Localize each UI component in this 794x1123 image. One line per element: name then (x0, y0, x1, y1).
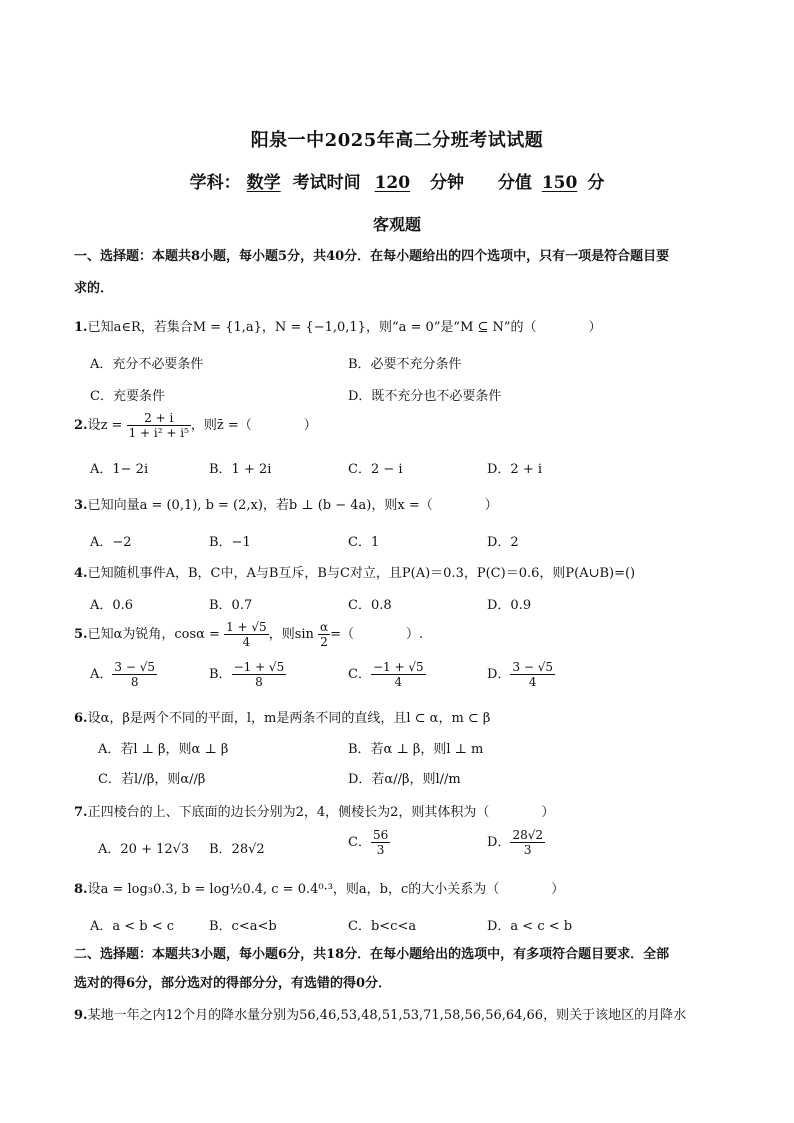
q5-option-a (90, 660, 157, 689)
question-2 (74, 411, 317, 440)
question-5 (74, 620, 423, 649)
numerator: −1 + √5 (233, 660, 285, 674)
q5-option-b (209, 660, 286, 689)
q2-option-a: A．1− 2i (90, 462, 149, 477)
exam-title: 阳泉一中2025年高二分班考试试题 (250, 130, 544, 151)
q8-option-c: C．b<c<a (348, 919, 417, 934)
option-label: D． (487, 835, 511, 850)
time-unit: 分钟 (430, 173, 464, 193)
fraction (112, 660, 157, 689)
score-label: 分值 (497, 173, 532, 193)
q6-option-d: D．若α//β，则l//m (348, 772, 461, 787)
denominator: 2 (320, 635, 328, 649)
exam-info-line (0, 168, 794, 193)
q1-option-c: C．充要条件 (90, 389, 165, 404)
question-8 (74, 878, 564, 897)
q5-option-c (348, 660, 426, 689)
fraction (371, 660, 426, 689)
question-number: 3. (74, 498, 88, 513)
denominator: 4 (394, 675, 403, 689)
q7-option-d (487, 828, 545, 857)
question-text-mid: ，则sin (268, 627, 314, 642)
q4-option-b: B．0.7 (209, 598, 253, 613)
question-text: 某地一年之内12个月的降水量分别为56,46,53,48,51,53,71,58,56,56,64,66，则关于该地区的月降水 (87, 1008, 687, 1023)
question-number: 9. (74, 1008, 88, 1023)
question-number: 5. (74, 627, 88, 642)
question-number: 6. (74, 711, 88, 726)
numerator: 3 − √5 (114, 660, 155, 674)
question-text: 已知向量a = (0,1), b = (2,x)，若b ⊥ (b − 4a)，则x =（ ） (87, 498, 498, 513)
fraction (371, 828, 390, 857)
subject-value: 数学 (246, 173, 281, 193)
q3-option-b: B．−1 (209, 535, 251, 550)
q1-option-d: D．既不充分也不必要条件 (348, 389, 502, 404)
part1-instructions-line2: 求的． (74, 281, 114, 296)
question-text: 设a = log₃0.3, b = log½0.4, c = 0.4⁰·³，则a，b，c的大小关系为（ ） (87, 882, 565, 897)
q1-option-b: B．必要不充分条件 (348, 357, 462, 372)
question-number: 7. (74, 805, 88, 820)
question-text: 正四棱台的上、下底面的边长分别为2，4，侧棱长为2，则其体积为（ ） (87, 805, 555, 820)
question-text: 已知a∈R，若集合M = {1,a}，N = {−1,0,1}，则“a = 0”是“M ⊆ N”的（ ） (87, 320, 602, 335)
time-label: 考试时间 (292, 173, 361, 193)
q3-option-d: D．2 (487, 535, 519, 550)
fraction (232, 660, 287, 689)
sin-fraction (318, 620, 330, 649)
question-text: 已知随机事件A，B，C中，A与B互斥，B与C对立，且P(A)＝0.3，P(C)＝0.6，则P(A∪B)=() (87, 566, 636, 581)
option-label: C． (348, 835, 371, 850)
q6-option-a: A．若l ⊥ β，则α ⊥ β (98, 742, 229, 757)
time-value: 120 (374, 173, 411, 193)
q7-option-c (348, 828, 390, 857)
subject-label: 学科： (189, 173, 241, 193)
option-label: A． (90, 667, 113, 682)
denominator: 3 (523, 843, 532, 857)
fraction (127, 411, 191, 440)
question-3 (74, 494, 498, 513)
q2-option-d: D．2 + i (487, 462, 543, 477)
score-unit: 分 (587, 173, 605, 193)
option-label: B． (209, 667, 232, 682)
question-number: 4. (74, 566, 88, 581)
denominator: 4 (242, 635, 251, 649)
question-6 (74, 707, 490, 726)
q5-option-d (487, 660, 555, 689)
score-value: 150 (541, 173, 578, 193)
question-9 (74, 1004, 686, 1023)
denominator: 4 (528, 675, 537, 689)
q7-option-b: B．28√2 (209, 842, 265, 857)
question-number: 2. (74, 418, 88, 433)
option-label: D． (487, 667, 511, 682)
q6-option-b: B．若α ⊥ β，则l ⊥ m (348, 742, 484, 757)
q4-option-a: A．0.6 (90, 598, 134, 613)
q8-option-b: B．c<a<b (209, 919, 277, 934)
question-number: 1. (74, 320, 88, 335)
fraction (510, 828, 545, 857)
q6-option-c: C．若l//β，则α//β (98, 772, 206, 787)
question-text: 设α，β是两个不同的平面，l，m是两条不同的直线，且l ⊂ α，m ⊂ β (87, 711, 491, 726)
question-text-post: ，则z̄ =（ ） (190, 418, 317, 433)
q4-option-c: C．0.8 (348, 598, 392, 613)
q3-option-a: A．−2 (90, 535, 132, 550)
question-number: 8. (74, 882, 88, 897)
section-title: 客观题 (372, 215, 421, 234)
numerator: 56 (372, 828, 389, 842)
q8-option-a: A．a < b < c (90, 919, 175, 934)
numerator: 3 − √5 (512, 660, 554, 674)
q2-option-c: C．2 − i (348, 462, 403, 477)
q2-option-b: B．1 + 2i (209, 462, 272, 477)
q3-option-c: C．1 (348, 535, 380, 550)
question-text-pre: 已知α为锐角，cosα = (87, 627, 220, 642)
q7-option-a: A．20 + 12√3 (98, 842, 190, 857)
numerator: −1 + √5 (372, 660, 424, 674)
part1-instructions-line1: 一、选择题：本题共8小题，每小题5分，共40分．在每小题给出的四个选项中，只有一项是符合题目要 (74, 249, 670, 264)
question-text-pre: 设z = (87, 418, 123, 433)
q1-option-a: A．充分不必要条件 (90, 357, 204, 372)
q4-option-d: D．0.9 (487, 598, 532, 613)
denominator: 3 (376, 843, 385, 857)
numerator: 1 + √5 (226, 620, 267, 634)
denominator: 8 (130, 675, 139, 689)
denominator: 1 + i² + i⁵ (128, 426, 189, 440)
option-label: C． (348, 667, 371, 682)
denominator: 8 (255, 675, 263, 689)
numerator: 28√2 (512, 828, 543, 842)
question-text-post: =（ ）. (330, 627, 424, 642)
numerator: α (320, 620, 329, 634)
part2-instructions-line1: 二、选择题：本题共3小题，每小题6分，共18分．在每小题给出的选项中，有多项符合题目要求．全部 (74, 947, 670, 962)
question-1 (74, 316, 602, 335)
question-4 (74, 562, 635, 581)
numerator: 2 + i (127, 411, 191, 426)
q8-option-d: D．a < c < b (487, 919, 573, 934)
part2-instructions-line2: 选对的得6分，部分选对的得部分分，有选错的得0分． (74, 976, 392, 991)
cos-fraction (224, 620, 269, 649)
question-7 (74, 801, 554, 820)
fraction (510, 660, 555, 689)
